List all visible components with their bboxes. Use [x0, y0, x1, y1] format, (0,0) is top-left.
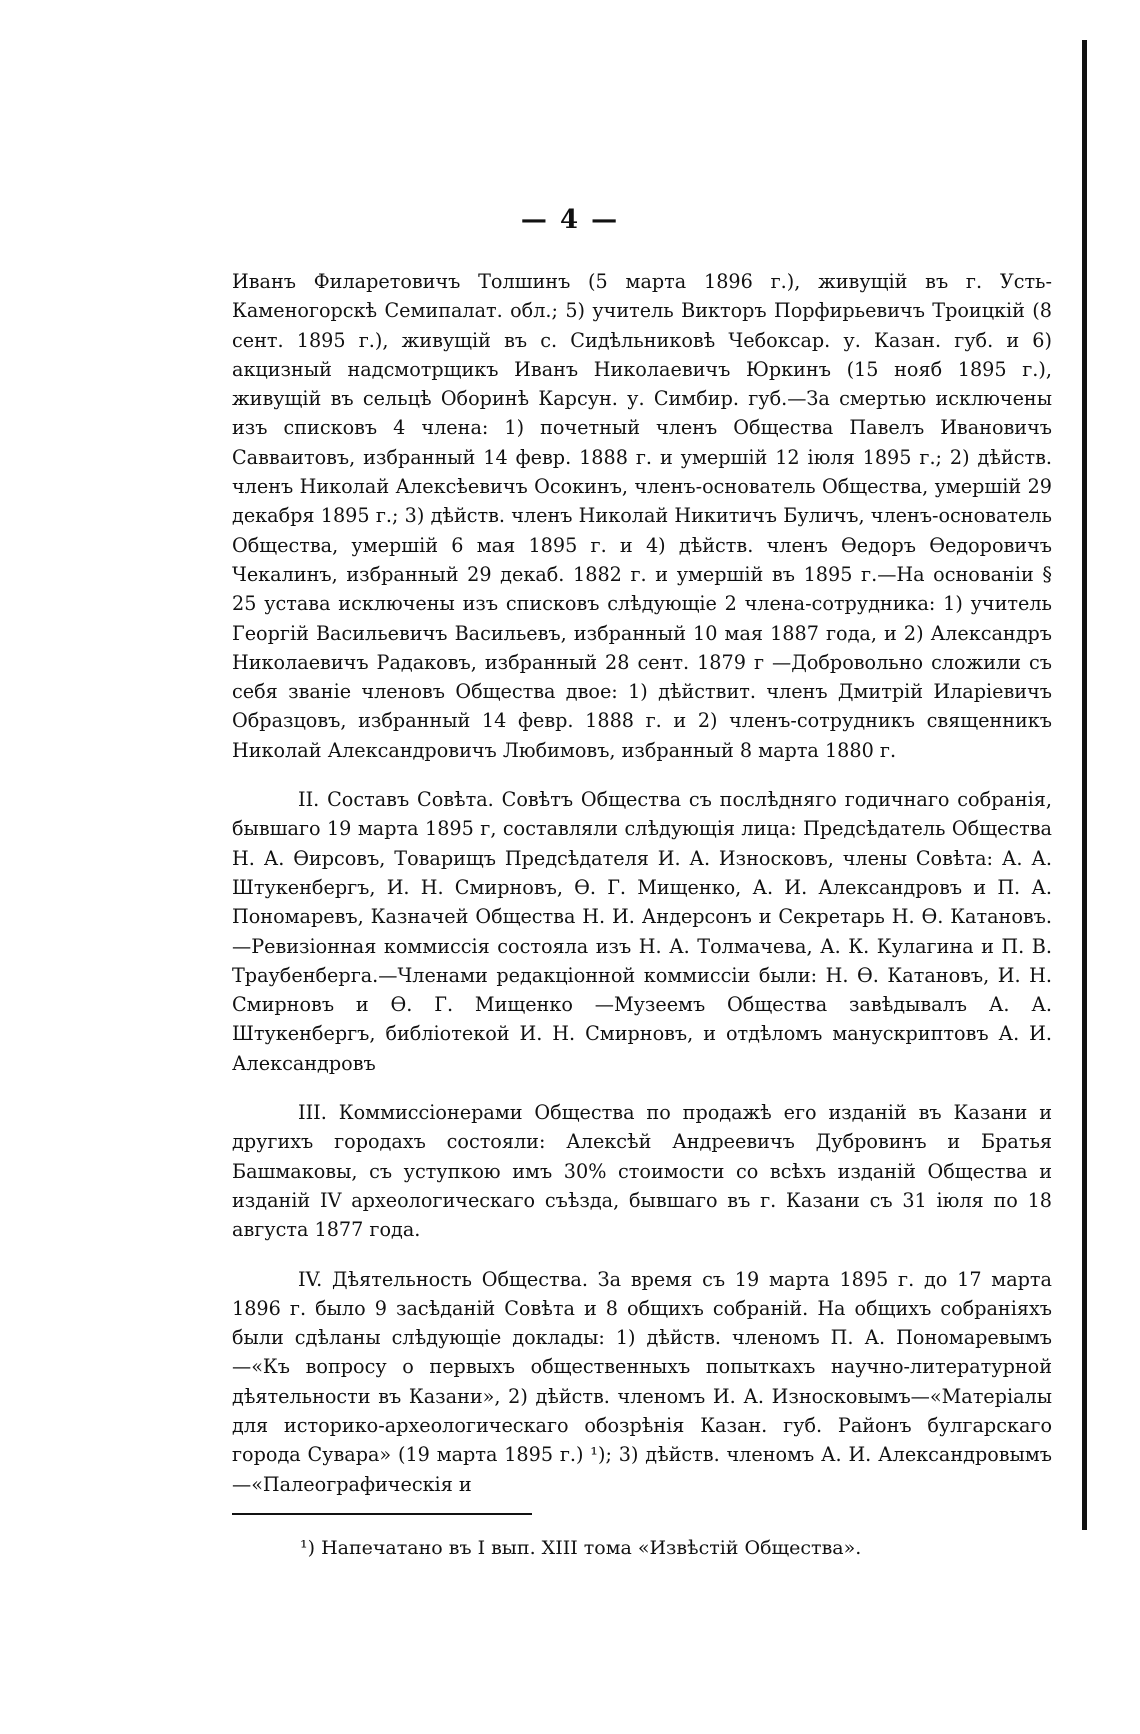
paragraph-activity: IV. Дѣятельность Общества. За время съ 19 марта 1895 г. до 17 марта 1896 г. было 9 засѣданій Совѣта и 8 общихъ собраній. На общихъ собраніяхъ были сдѣланы слѣдующіе доклады: 1) дѣйств. членомъ П. А. Пономаревымъ—«Къ вопросу о первыхъ общественныхъ попыткахъ научно-литературной дѣятельности въ Казани», 2) дѣйств. членомъ И. А. Износковымъ—«Матеріалы для историко-археологическаго обозрѣнія Казан. губ. Районъ булгарскаго города Сувара» (19 марта 1895 г.) ¹); 3) дѣйств. членомъ А. И. Александровымъ—«Палеографическія и: [232, 1267, 1052, 1496]
page-number: — 4 —: [520, 205, 620, 235]
footnote-divider: [232, 1513, 532, 1515]
paragraph-commissioners: III. Коммиссіонерами Общества по продажѣ его изданій въ Казани и другихъ городахъ состояли: Алексѣй Андреевичъ Дубровинъ и Братья Башмаковы, съ уступкою имъ 30% стоимости со всѣхъ изданій Общества и изданій IV археологическаго съѣзда, бывшаго въ г. Казани съ 31 іюля по 18 августа 1877 года.: [232, 1101, 1052, 1242]
footnote: ¹) Напечатано въ I вып. XIII тома «Извѣстій Общества».: [300, 1537, 862, 1559]
page-body: [232, 267, 1052, 1499]
paragraph-members-list: Иванъ Филаретовичъ Толшинъ (5 марта 1896 г.), живущій въ г. Усть-Каменогорскѣ Семипалат. обл.; 5) учитель Викторъ Порфирьевичъ Троицкій (8 сент. 1895 г.), живущій въ с. Сидѣльниковѣ Чебоксар. у. Казан. губ. и 6) акцизный надсмотрщикъ Иванъ Николаевичъ Юркинъ (15 нояб 1895 г.), живущій въ сельцѣ Оборинѣ Карсун. у. Симбир. губ.—За смертью исключены изъ списковъ 4 члена: 1) почетный членъ Общества Павелъ Ивановичъ Саввaитовъ, избранный 14 февр. 1888 г. и умершій 12 іюля 1895 г.; 2) дѣйств. членъ Николай Алексѣевичъ Осокинъ, членъ-основатель Общества, умершій 29 декабря 1895 г.; 3) дѣйств. членъ Николай Никитичъ Буличъ, членъ-основатель Общества, умершій 6 мая 1895 г. и 4) дѣйств. членъ Өедоръ Өедоровичъ Чекалинъ, избранный 29 декаб. 1882 г. и умершій въ 1895 г.—На основаніи § 25 устава исключены изъ списковъ слѣдующіе 2 члена-сотрудника: 1) учитель Георгій Васильевичъ Васильевъ, избранный 10 мая 1887 года, и 2) Александръ Николаевичъ Радаковъ, избранный 28 сент. 1879 г —Добровольно сложили съ себя званіе членовъ Общества двое: 1) дѣйствит. членъ Дмитрій Иларіевичъ Образцовъ, избранный 14 февр. 1888 г. и 2) членъ-сотрудникъ священникъ Николай Александровичъ Любимовъ, избранный 8 марта 1880 г.: [232, 270, 1052, 762]
paragraph-council: II. Составъ Совѣта. Совѣтъ Общества съ послѣдняго годичнаго собранія, бывшаго 19 марта 1895 г, составляли слѣдующія лица: Предсѣдатель Общества Н. А. Өирсовъ, Товарищъ Предсѣдателя И. А. Износковъ, члены Совѣта: А. А. Штукенбергъ, И. Н. Смирновъ, Ө. Г. Мищенко, А. И. Александровъ и П. А. Пономаревъ, Казначей Общества Н. И. Андерсонъ и Секретарь Н. Ө. Катановъ.—Ревизіонная коммиссія состояла изъ Н. А. Толмачева, А. К. Кулагина и П. В. Траубенберга.—Членами редакціонной коммиссіи были: Н. Ө. Катановъ, И. Н. Смирновъ и Ө. Г. Мищенко —Музеемъ Общества завѣдывалъ А. А. Штукенбергъ, библіотекой И. Н. Смирновъ, и отдѣломъ манускриптовъ А. И. Александровъ: [232, 788, 1052, 1075]
scan-edge-line: [1082, 40, 1087, 1530]
